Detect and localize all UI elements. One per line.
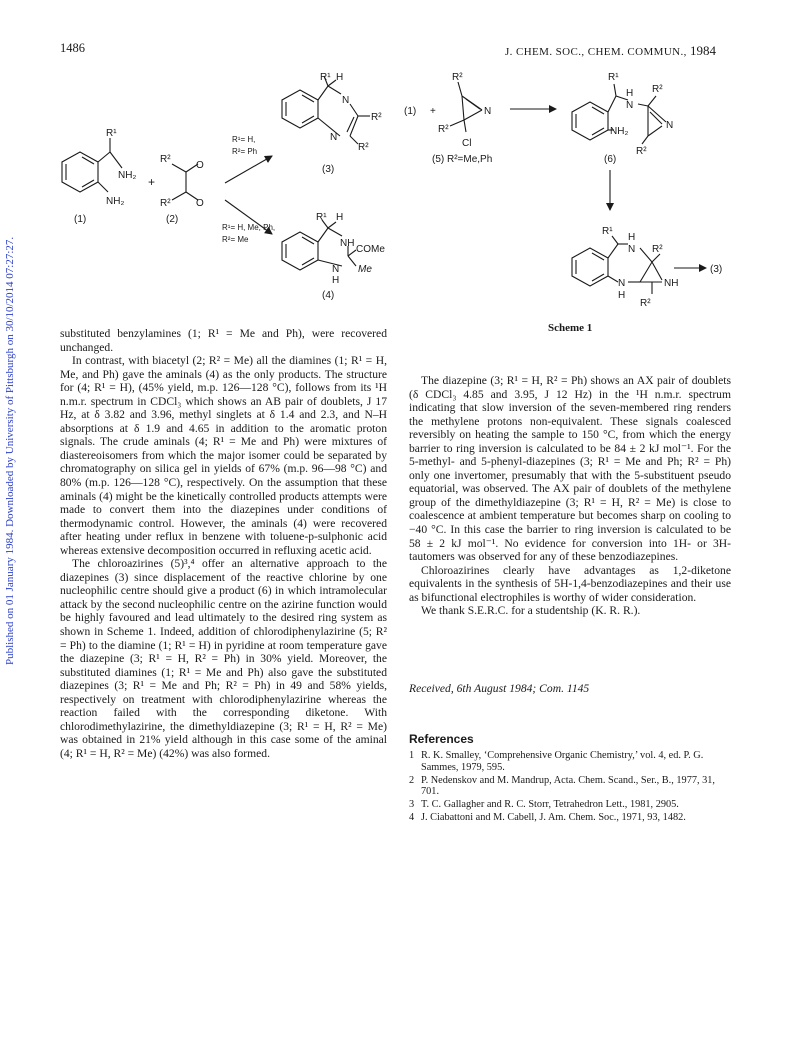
reference-number: 3 <box>409 799 415 811</box>
journal-name: J. CHEM. SOC., CHEM. COMMUN., <box>505 46 687 58</box>
c3-r2-b: R² <box>358 142 369 153</box>
label-compound-4: (4) <box>322 290 335 301</box>
c5-r2-b: R² <box>438 124 449 135</box>
c4-me: Me <box>358 264 372 275</box>
c1-nh2-b: NH₂ <box>106 196 125 207</box>
c6-n-ring: N <box>666 120 674 131</box>
compound-1-structure <box>62 138 122 192</box>
download-watermark: Published on 01 January 1984. Downloaded by University of Pittsburgh on 30/10/2014 07:27:27. <box>4 236 16 665</box>
reference-text: R. K. Smalley, ‘Comprehensive Organic Chemistry,’ vol. 4, ed. P. G. Sammes, 1979, 595. <box>421 750 704 773</box>
cond-to-4-line2: R²= Me <box>222 235 249 244</box>
c2-o-a: O <box>196 160 204 171</box>
bi-h-bottom: H <box>618 290 626 301</box>
c4-h: H <box>336 212 344 223</box>
c1-r1: R¹ <box>106 128 117 139</box>
scheme-1-drawing <box>0 0 792 320</box>
label-compound-3: (3) <box>322 164 335 175</box>
left-paragraph-2: The chloroazirines (5)³,⁴ offer an alternative approach to the diazepines (3) since displacement of the reactive chlorine by one nucleophilic centre should give a product (6) in which intramolecular attack by the second nucleophilic centre on the azirine function would be highly favoured and lead ultimately to the desired ring system as shown in Scheme 1. Indeed, addition of chlorodiphenylazirine (5; R² = Ph) to the diamine (1; R¹ = H) in pyridine at room temperature gave the diazepine (3; R¹ = H, R² = Ph) in 30% yield. Moreover, the substituted diamines (1; R¹ = Me and Ph) also gave the substituted diazepines (3; R¹ = Me and Ph; R² = Ph) in 49 and 58% yields, respectively on treatment with chlorodiphenylazirine whereas the reaction failed with the corresponding diketone. With chlorodimethylazirine, the dimethyldiazepine (3; R¹ = H, R² = Me) was obtained in 21% yield although in this case some of the aminal (4; R¹ = H, R² = Me) (42%) was also formed. <box>60 557 387 760</box>
reference-number: 2 <box>409 774 415 786</box>
left-column <box>60 327 387 761</box>
c4-h-n: H <box>332 275 340 286</box>
left-paragraph-1: In contrast, with biacetyl (2; R² = Me) all the diamines (1; R¹ = H, Me, and Ph) gave the aminals (4) as the only products. The structure for (4; R¹ = H), (45% yield, m.p. 126—128 °C), follows from its ¹H n.m.r. spectrum in CDCl₃ which shows an AB pair of doublets, J 17 Hz, at δ 3.82 and 3.96, methyl singlets at δ 1.4 and 2.3, and N–H absorptions at δ 1.9 and 4.65 in addition to the aromatic proton signals. The crude aminals (4; R¹ = Me and Ph) were mixtures of diastereoisomers from which the major isomer could be separated by chromatography on silica gel in yields of 67% (m.p. 96—98 °C) and 80% (m.p. 126—128 °C), respectively. On the assumption that these aminals (4) might be the kinetically controlled products attempts were made to convert them into the diazepines under conditions of thermodynamic control. However, the aminals (4) were recovered after heating under reflux in benzene with toluene-p-sulphonic acid whereas extensive decomposition occurred in refluxing acetic acid. <box>60 354 387 557</box>
c5-r2-a: R² <box>452 72 463 83</box>
references-list <box>409 750 734 825</box>
c3-r1: R¹ <box>320 72 331 83</box>
c4-come: COMe <box>356 244 385 255</box>
label-compound-1: (1) <box>74 214 87 225</box>
bi-r2-b: R² <box>640 298 651 309</box>
plus-sign-2: + <box>430 106 436 117</box>
reference-number: 1 <box>409 750 415 761</box>
c4-n: N <box>332 264 340 275</box>
c2-r2-a: R² <box>160 154 171 165</box>
compound-5-structure <box>450 82 482 132</box>
right-paragraph-2: Chloroazirines clearly have advantages as 1,2-diketone equivalents in the synthesis of 5H-1,4-benzodiazepines and their use as bifunctional electrophiles is worthy of wider consideration. <box>409 563 731 604</box>
reference-text: P. Nedenskov and M. Mandrup, Acta. Chem. Scand., Ser., B., 1977, 31, 701. <box>421 774 716 798</box>
c3-h: H <box>336 72 344 83</box>
label-compound-6: (6) <box>604 154 617 165</box>
reference-number: 4 <box>409 811 415 823</box>
scheme-caption: Scheme 1 <box>548 322 593 334</box>
c6-r2-b: R² <box>636 146 647 157</box>
compound-3-structure <box>282 76 370 144</box>
bi-n: N <box>628 244 636 255</box>
bi-n-bottom: N <box>618 278 626 289</box>
reference-item <box>409 812 734 824</box>
c6-nh2: NH₂ <box>610 126 629 137</box>
bi-r2-a: R² <box>652 244 663 255</box>
c3-r2-a: R² <box>371 112 382 123</box>
reference-item <box>409 750 734 774</box>
c6-r2-a: R² <box>652 84 663 95</box>
c2-r2-b: R² <box>160 198 171 209</box>
journal-year: 1984 <box>689 43 716 58</box>
c2-o-b: O <box>196 198 204 209</box>
label-compound-2: (2) <box>166 214 179 225</box>
reference-text: J. Ciabattoni and M. Cabell, J. Am. Chem. Soc., 1971, 93, 1482. <box>421 811 686 823</box>
bicyclic-intermediate-structure <box>572 236 662 294</box>
cond-to-4-line1: R¹= H, Me, Ph, <box>222 223 276 232</box>
c6-r1: R¹ <box>608 72 619 83</box>
c3-n-bottom: N <box>330 132 338 143</box>
c6-n: N <box>626 100 634 111</box>
bi-nh: NH <box>664 278 679 289</box>
right-column <box>409 374 731 618</box>
received-line: Received, 6th August 1984; Com. 1145 <box>409 682 590 695</box>
c4-nh: NH <box>340 238 355 249</box>
label-compound-5: (5) R²=Me,Ph <box>432 154 493 165</box>
label-compound-1-ref: (1) <box>404 106 417 117</box>
reference-text: T. C. Gallagher and R. C. Storr, Tetrahedron Lett., 1981, 2905. <box>421 799 679 811</box>
c1-nh2-a: NH₂ <box>118 170 137 181</box>
plus-sign: + <box>148 175 156 189</box>
reference-item <box>409 775 734 799</box>
page-number: 1486 <box>60 41 85 55</box>
c4-r1: R¹ <box>316 212 327 223</box>
left-paragraph-0: substituted benzylamines (1; R¹ = Me and Ph), were recovered unchanged. <box>60 327 387 354</box>
reference-item <box>409 799 734 811</box>
c5-cl: Cl <box>462 138 472 149</box>
c3-n-top: N <box>342 95 350 106</box>
label-compound-3-ref: (3) <box>710 264 723 275</box>
bi-r1: R¹ <box>602 226 613 237</box>
right-paragraph-1: The diazepine (3; R¹ = H, R² = Ph) shows an AX pair of doublets (δ CDCl₃ 4.85 and 3.95, J 12 Hz) in the ¹H n.m.r. spectrum indicating that slow inversion of the seven-membered ring renders the methylene protons non-equivalent. These signals coalesced reversibly on heating the sample to 150 °C, from which the energy barrier to ring inversion is calculated to be 84 ± 2 kJ mol⁻¹. For the 5-methyl- and 5-phenyl-diazepines (3; R¹ = Me and Ph; R² = Ph) only one invertomer, presumably that with the 5-substituent pseudo equatorial, was observed. The AX pair of doublets of the methylene group of the dimethyldiazepine (3; R¹ = H, R² = Me) is close to coalescence at ambient temperature but becomes sharp on cooling to −40 °C. In this case the barrier to ring inversion is calculated to be 58 ± 2 kJ mol⁻¹. No evidence for conversion into 1H- or 3H-tautomers was observed for any of these benzodiazepines. <box>409 374 731 564</box>
references-heading: References <box>409 732 474 746</box>
c5-n: N <box>484 106 492 117</box>
bi-h: H <box>628 232 636 243</box>
right-paragraph-3: We thank S.E.R.C. for a studentship (K. R. R.). <box>421 604 641 618</box>
c6-h: H <box>626 88 634 99</box>
cond-to-3-line1: R¹= H, <box>232 135 256 144</box>
cond-to-3-line2: R²= Ph <box>232 147 258 156</box>
compound-2-structure <box>172 164 198 200</box>
